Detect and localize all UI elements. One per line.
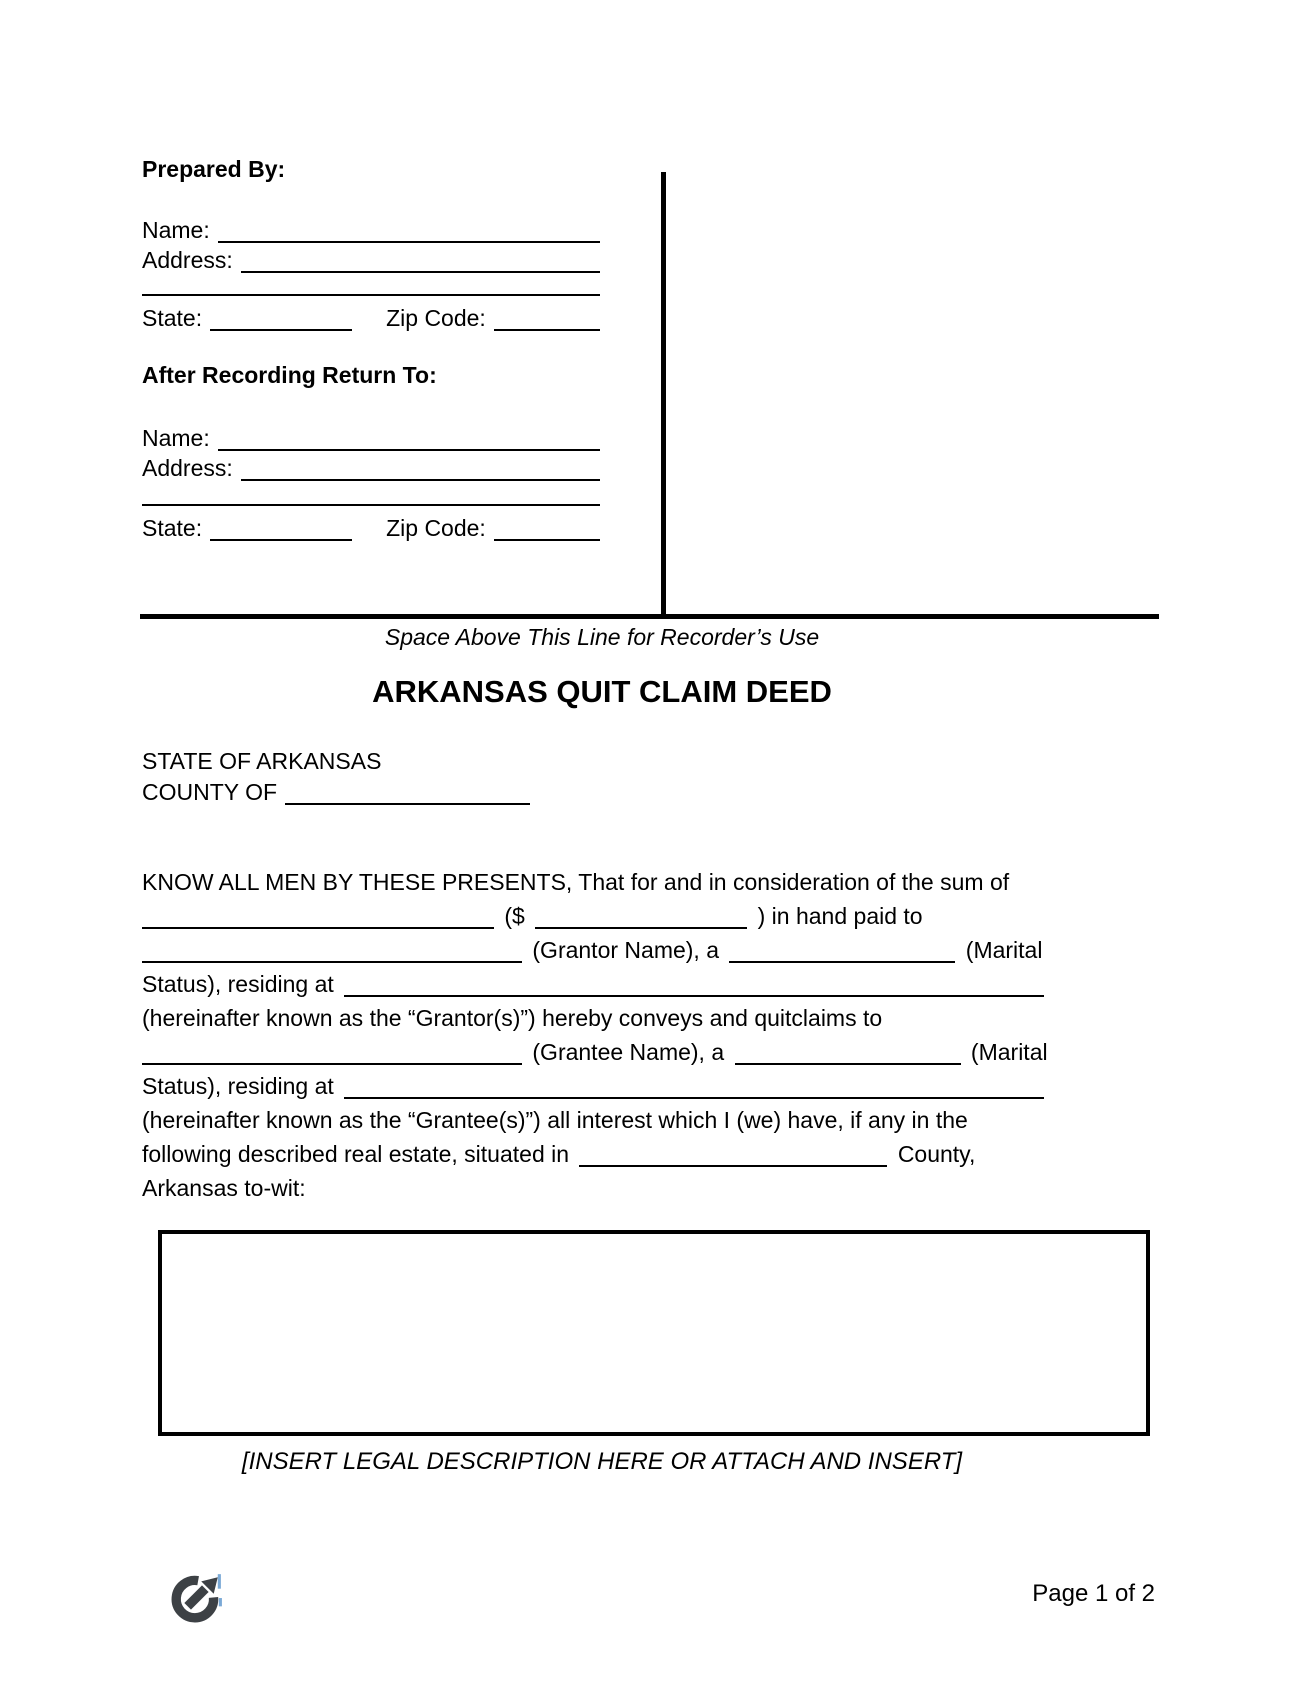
clause-text: ($ (504, 903, 525, 929)
clause-text: (Marital (970, 1039, 1048, 1065)
return-to-zip-line (494, 514, 600, 541)
return-to-name-label: Name: (142, 425, 210, 451)
recorder-divider-line (140, 614, 1159, 619)
field-gap (352, 516, 386, 541)
page-indicator: Page 1 of 2 (1032, 1580, 1155, 1607)
clause-text: (Grantor Name), a (532, 937, 719, 963)
circular-arrow-share-icon (170, 1570, 224, 1624)
grantee-address-line (344, 1073, 1044, 1099)
return-to-address-label: Address: (142, 455, 233, 481)
clause-text: Arkansas to-wit: (142, 1175, 306, 1201)
return-to-address-row (142, 454, 600, 481)
clause-text: KNOW ALL MEN BY THESE PRESENTS, That for and in consideration of the sum of (142, 869, 1010, 895)
legal-description-box (158, 1230, 1150, 1436)
prepared-by-name-label: Name: (142, 217, 210, 243)
grantor-name-line (142, 937, 522, 963)
clause-text: (hereinafter known as the “Grantee(s)”) all interest which I (we) have, if any in the (142, 1107, 968, 1133)
prepared-by-address-row (142, 246, 600, 273)
prepared-by-state-zip-row (142, 304, 600, 331)
clause-line-8 (142, 1104, 1082, 1138)
return-to-address-line (241, 454, 600, 481)
grantee-marital-status-line (735, 1039, 961, 1065)
prepared-by-heading: Prepared By: (142, 156, 286, 182)
prepared-by-name-line (218, 216, 600, 243)
grantee-name-line (142, 1039, 522, 1065)
clause-text: County, (897, 1141, 976, 1167)
return-to-address-line-2 (142, 504, 600, 506)
logo-arrow-shaft (188, 1589, 206, 1607)
grantor-address-line (344, 971, 1044, 997)
prepared-by-address-line-2 (142, 294, 600, 296)
clause-line-3 (142, 934, 1082, 968)
prepared-by-state-line (210, 304, 352, 331)
return-to-name-line (218, 424, 600, 451)
county-of-label: COUNTY OF (142, 779, 278, 805)
clause-line-7 (142, 1070, 1082, 1104)
consideration-sum-words-line (142, 903, 494, 929)
clause-text: following described real estate, situated in (142, 1141, 570, 1167)
clause-text: Status), residing at (142, 971, 334, 997)
prepared-by-address-line (241, 246, 600, 273)
legal-description-caption: [INSERT LEGAL DESCRIPTION HERE OR ATTACH AND INSERT] (241, 1448, 963, 1475)
clause-line-4 (142, 968, 1082, 1002)
clause-text: (Grantee Name), a (532, 1039, 725, 1065)
clause-text: (hereinafter known as the “Grantor(s)”) hereby conveys and quitclaims to (142, 1005, 883, 1031)
clause-text: Status), residing at (142, 1073, 334, 1099)
clause-text: (Marital (965, 937, 1043, 963)
logo-accent-sliver (218, 1574, 221, 1589)
recorder-divider-caption: Space Above This Line for Recorder’s Use (384, 624, 820, 650)
clause-line-10 (142, 1172, 1082, 1206)
prepared-by-zip-label: Zip Code: (386, 305, 486, 331)
recorder-vertical-rule (661, 172, 666, 617)
clause-line-6 (142, 1036, 1082, 1070)
situated-county-line (579, 1141, 887, 1167)
prepared-by-name-row (142, 216, 600, 243)
clause-line-5 (142, 1002, 1082, 1036)
return-to-state-zip-row (142, 514, 600, 541)
prepared-by-state-label: State: (142, 305, 203, 331)
consideration-sum-number-line (535, 903, 747, 929)
return-to-state-label: State: (142, 515, 203, 541)
county-of-row (142, 778, 542, 805)
logo-accent-sliver (219, 1598, 222, 1606)
deed-title: ARKANSAS QUIT CLAIM DEED (372, 674, 832, 709)
return-to-state-line (210, 514, 352, 541)
prepared-by-zip-line (494, 304, 600, 331)
clause-line-1 (142, 866, 1082, 900)
grantor-marital-status-line (729, 937, 955, 963)
return-to-zip-label: Zip Code: (386, 515, 486, 541)
clause-text: ) in hand paid to (757, 903, 923, 929)
deed-clause-paragraph (142, 866, 1082, 1206)
county-of-line (285, 778, 530, 805)
field-gap (352, 306, 386, 331)
prepared-by-address-label: Address: (142, 247, 233, 273)
return-to-name-row (142, 424, 600, 451)
return-to-heading: After Recording Return To: (142, 362, 437, 388)
clause-line-9 (142, 1138, 1082, 1172)
clause-line-2 (142, 900, 1082, 934)
state-of-line: STATE OF ARKANSAS (142, 748, 382, 774)
